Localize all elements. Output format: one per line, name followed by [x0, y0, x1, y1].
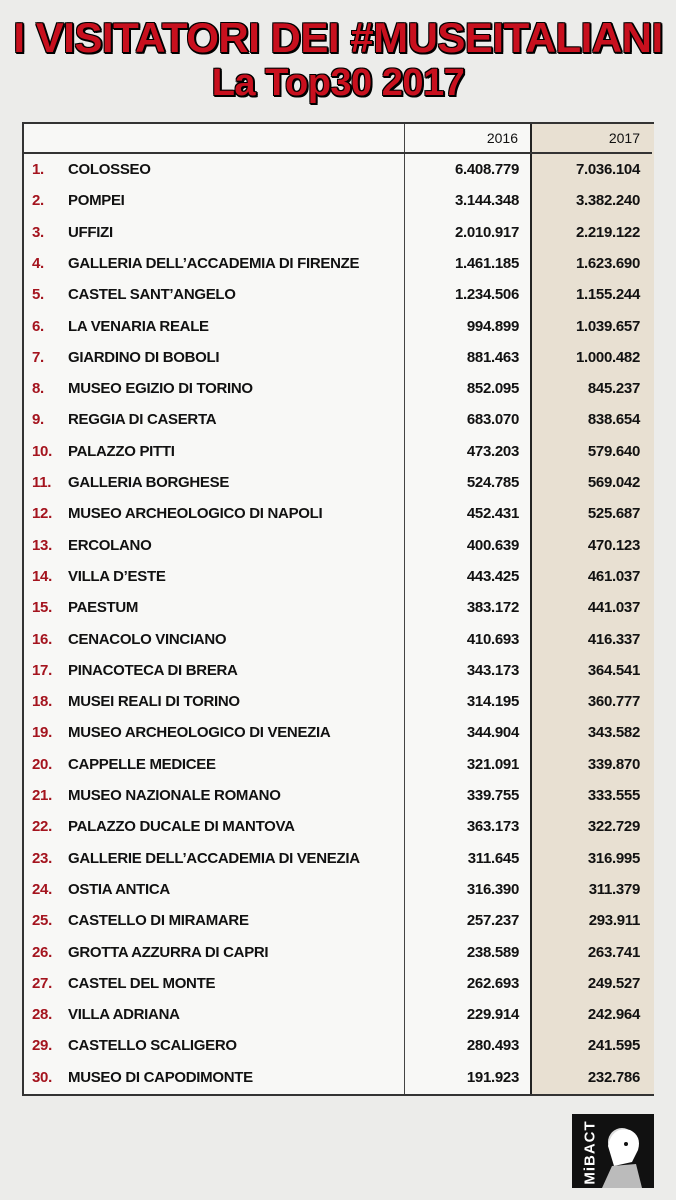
cell-v2017: 360.777 [587, 693, 640, 711]
cell-rank: 29. [32, 1037, 52, 1055]
table-row [24, 718, 652, 749]
column-header-2017: 2017 [608, 130, 640, 146]
cell-rank: 25. [32, 912, 52, 930]
cell-v2016: 473.203 [466, 442, 519, 460]
table-row [24, 1000, 652, 1031]
cell-v2016: 311.645 [467, 849, 519, 867]
cell-rank: 12. [32, 505, 52, 523]
cell-v2016: 3.144.348 [454, 192, 519, 210]
mibact-logo [572, 1114, 654, 1188]
cell-v2017: 569.042 [587, 474, 640, 491]
cell-name: MUSEO DI CAPODIMONTE [68, 1068, 253, 1086]
cell-v2016: 452.431 [466, 505, 519, 523]
cell-name: VILLA ADRIANA [68, 1006, 180, 1024]
cell-name: CAPPELLE MEDICEE [68, 755, 216, 773]
cell-v2017: 845.237 [587, 380, 640, 398]
cell-rank: 8. [32, 380, 44, 398]
cell-v2017: 3.382.240 [575, 192, 640, 210]
table-row [24, 374, 652, 405]
cell-v2017: 416.337 [587, 630, 640, 648]
cell-name: CASTEL DEL MONTE [68, 974, 216, 992]
table-row [24, 186, 652, 217]
cell-v2016: 238.589 [466, 943, 519, 961]
cell-rank: 30. [32, 1068, 52, 1086]
table-row [24, 155, 652, 186]
cell-v2017: 242.964 [587, 1006, 640, 1024]
cell-v2016: 344.904 [466, 724, 519, 742]
cell-rank: 22. [32, 818, 52, 836]
table-row [24, 562, 652, 593]
visitors-table [22, 122, 654, 1096]
cell-rank: 27. [32, 974, 52, 992]
cell-v2017: 1.623.690 [575, 254, 640, 272]
cell-v2017: 339.870 [587, 755, 640, 773]
cell-name: GALLERIA BORGHESE [68, 474, 230, 491]
cell-name: GROTTA AZZURRA DI CAPRI [68, 943, 269, 961]
cell-v2017: 7.036.104 [575, 161, 640, 178]
cell-v2016: 383.172 [466, 599, 519, 617]
cell-v2017: 838.654 [587, 411, 640, 429]
cell-name: MUSEO NAZIONALE ROMANO [68, 787, 281, 804]
cell-v2017: 311.379 [588, 880, 640, 898]
column-header-2016: 2016 [486, 130, 518, 146]
table-row [24, 906, 652, 937]
cell-name: PALAZZO DUCALE DI MANTOVA [68, 818, 295, 836]
cell-name: CASTELLO DI MIRAMARE [68, 912, 249, 930]
cell-rank: 2. [32, 192, 44, 210]
cell-name: UFFIZI [68, 223, 113, 241]
cell-v2017: 2.219.122 [575, 223, 640, 241]
cell-rank: 6. [32, 317, 44, 335]
cell-name: POMPEI [68, 192, 125, 210]
cell-rank: 15. [32, 599, 52, 617]
cell-v2016: 2.010.917 [454, 223, 519, 241]
cell-v2016: 314.195 [466, 693, 519, 711]
table-row [24, 437, 652, 468]
table-row [24, 468, 652, 499]
table-row [24, 343, 652, 374]
logo-text: MiBACT [581, 1120, 599, 1185]
table-row [24, 625, 652, 656]
cell-name: CASTEL SANT’ANGELO [68, 286, 236, 304]
cell-name: PAESTUM [68, 599, 139, 617]
cell-v2016: 410.693 [466, 630, 519, 648]
cell-v2017: 579.640 [587, 442, 640, 460]
cell-rank: 5. [32, 286, 44, 304]
cell-name: COLOSSEO [68, 161, 151, 178]
cell-name: GIARDINO DI BOBOLI [68, 348, 220, 366]
cell-v2017: 293.911 [588, 912, 640, 930]
table-row [24, 593, 652, 624]
table-row [24, 969, 652, 1000]
cell-name: CASTELLO SCALIGERO [68, 1037, 237, 1055]
cell-name: REGGIA DI CASERTA [68, 411, 217, 429]
cell-v2017: 1.000.482 [575, 348, 640, 366]
cell-v2016: 229.914 [466, 1006, 519, 1024]
header-divider [24, 152, 652, 154]
cell-name: PINACOTECA DI BRERA [68, 661, 238, 679]
cell-v2016: 400.639 [466, 536, 519, 554]
cell-rank: 21. [32, 787, 52, 804]
cell-v2016: 339.755 [466, 787, 519, 804]
cell-v2016: 6.408.779 [454, 161, 519, 178]
table-row [24, 656, 652, 687]
cell-v2017: 364.541 [587, 661, 640, 679]
cell-v2016: 994.899 [466, 317, 519, 335]
cell-rank: 16. [32, 630, 52, 648]
cell-rank: 28. [32, 1006, 52, 1024]
cell-v2016: 262.693 [466, 974, 519, 992]
cell-name: MUSEO EGIZIO DI TORINO [68, 380, 253, 398]
cell-rank: 19. [32, 724, 52, 742]
cell-rank: 24. [32, 880, 52, 898]
cell-v2016: 280.493 [466, 1037, 519, 1055]
cell-rank: 1. [32, 161, 44, 178]
cell-v2016: 343.173 [466, 661, 519, 679]
cell-v2017: 441.037 [587, 599, 640, 617]
table-row [24, 280, 652, 311]
table-row [24, 499, 652, 530]
cell-name: MUSEO ARCHEOLOGICO DI NAPOLI [68, 505, 323, 523]
cell-v2017: 249.527 [587, 974, 640, 992]
cell-name: CENACOLO VINCIANO [68, 630, 227, 648]
cell-rank: 11. [32, 474, 52, 491]
cell-name: LA VENARIA REALE [68, 317, 209, 335]
cell-v2016: 852.095 [466, 380, 519, 398]
cell-name: OSTIA ANTICA [68, 880, 170, 898]
cell-rank: 18. [32, 693, 52, 711]
cell-v2016: 191.923 [466, 1068, 519, 1086]
cell-v2016: 524.785 [466, 474, 519, 491]
cell-v2017: 263.741 [587, 943, 640, 961]
cell-v2016: 363.173 [466, 818, 519, 836]
cell-rank: 4. [32, 254, 44, 272]
cell-v2017: 322.729 [587, 818, 640, 836]
cell-name: MUSEI REALI DI TORINO [68, 693, 240, 711]
table-row [24, 405, 652, 436]
cell-v2017: 241.595 [587, 1037, 640, 1055]
cell-name: GALLERIE DELL’ACCADEMIA DI VENEZIA [68, 849, 360, 867]
cell-name: VILLA D’ESTE [68, 567, 166, 585]
cell-v2017: 333.555 [587, 787, 640, 804]
table-row [24, 844, 652, 875]
cell-rank: 9. [32, 411, 44, 429]
table-row [24, 218, 652, 249]
cell-name: MUSEO ARCHEOLOGICO DI VENEZIA [68, 724, 331, 742]
table-row [24, 687, 652, 718]
table-row [24, 938, 652, 969]
cell-rank: 3. [32, 223, 44, 241]
cell-v2017: 470.123 [587, 536, 640, 554]
cell-rank: 23. [32, 849, 52, 867]
cell-v2017: 525.687 [587, 505, 640, 523]
cell-v2016: 683.070 [466, 411, 519, 429]
table-row [24, 249, 652, 280]
page-subtitle: La Top30 2017 [211, 62, 465, 104]
cell-rank: 10. [32, 442, 52, 460]
cell-v2017: 1.155.244 [575, 286, 640, 304]
page-title: I VISITATORI DEI #MUSEITALIANI [13, 14, 663, 61]
cell-name: ERCOLANO [68, 536, 152, 554]
cell-rank: 13. [32, 536, 52, 554]
table-row [24, 1031, 652, 1062]
table-row [24, 781, 652, 812]
cell-v2017: 343.582 [587, 724, 640, 742]
cell-v2016: 1.461.185 [454, 254, 519, 272]
cell-v2016: 1.234.506 [454, 286, 519, 304]
cell-v2016: 443.425 [466, 567, 519, 585]
cell-v2016: 321.091 [466, 755, 519, 773]
cell-rank: 26. [32, 943, 52, 961]
cell-rank: 14. [32, 567, 52, 585]
table-row [24, 750, 652, 781]
table-row [24, 812, 652, 843]
table-row [24, 312, 652, 343]
cell-v2017: 316.995 [587, 849, 640, 867]
cell-name: GALLERIA DELL’ACCADEMIA DI FIRENZE [68, 254, 360, 272]
cell-rank: 7. [32, 348, 44, 366]
cell-rank: 17. [32, 661, 52, 679]
table-row [24, 531, 652, 562]
cell-v2016: 257.237 [466, 912, 519, 930]
table-row [24, 1063, 652, 1094]
cell-rank: 20. [32, 755, 52, 773]
cell-v2017: 1.039.657 [575, 317, 640, 335]
cell-v2017: 461.037 [587, 567, 640, 585]
table-row [24, 875, 652, 906]
cell-v2016: 881.463 [466, 348, 519, 366]
cell-name: PALAZZO PITTI [68, 442, 175, 460]
cell-v2017: 232.786 [587, 1068, 640, 1086]
cell-v2016: 316.390 [466, 880, 519, 898]
